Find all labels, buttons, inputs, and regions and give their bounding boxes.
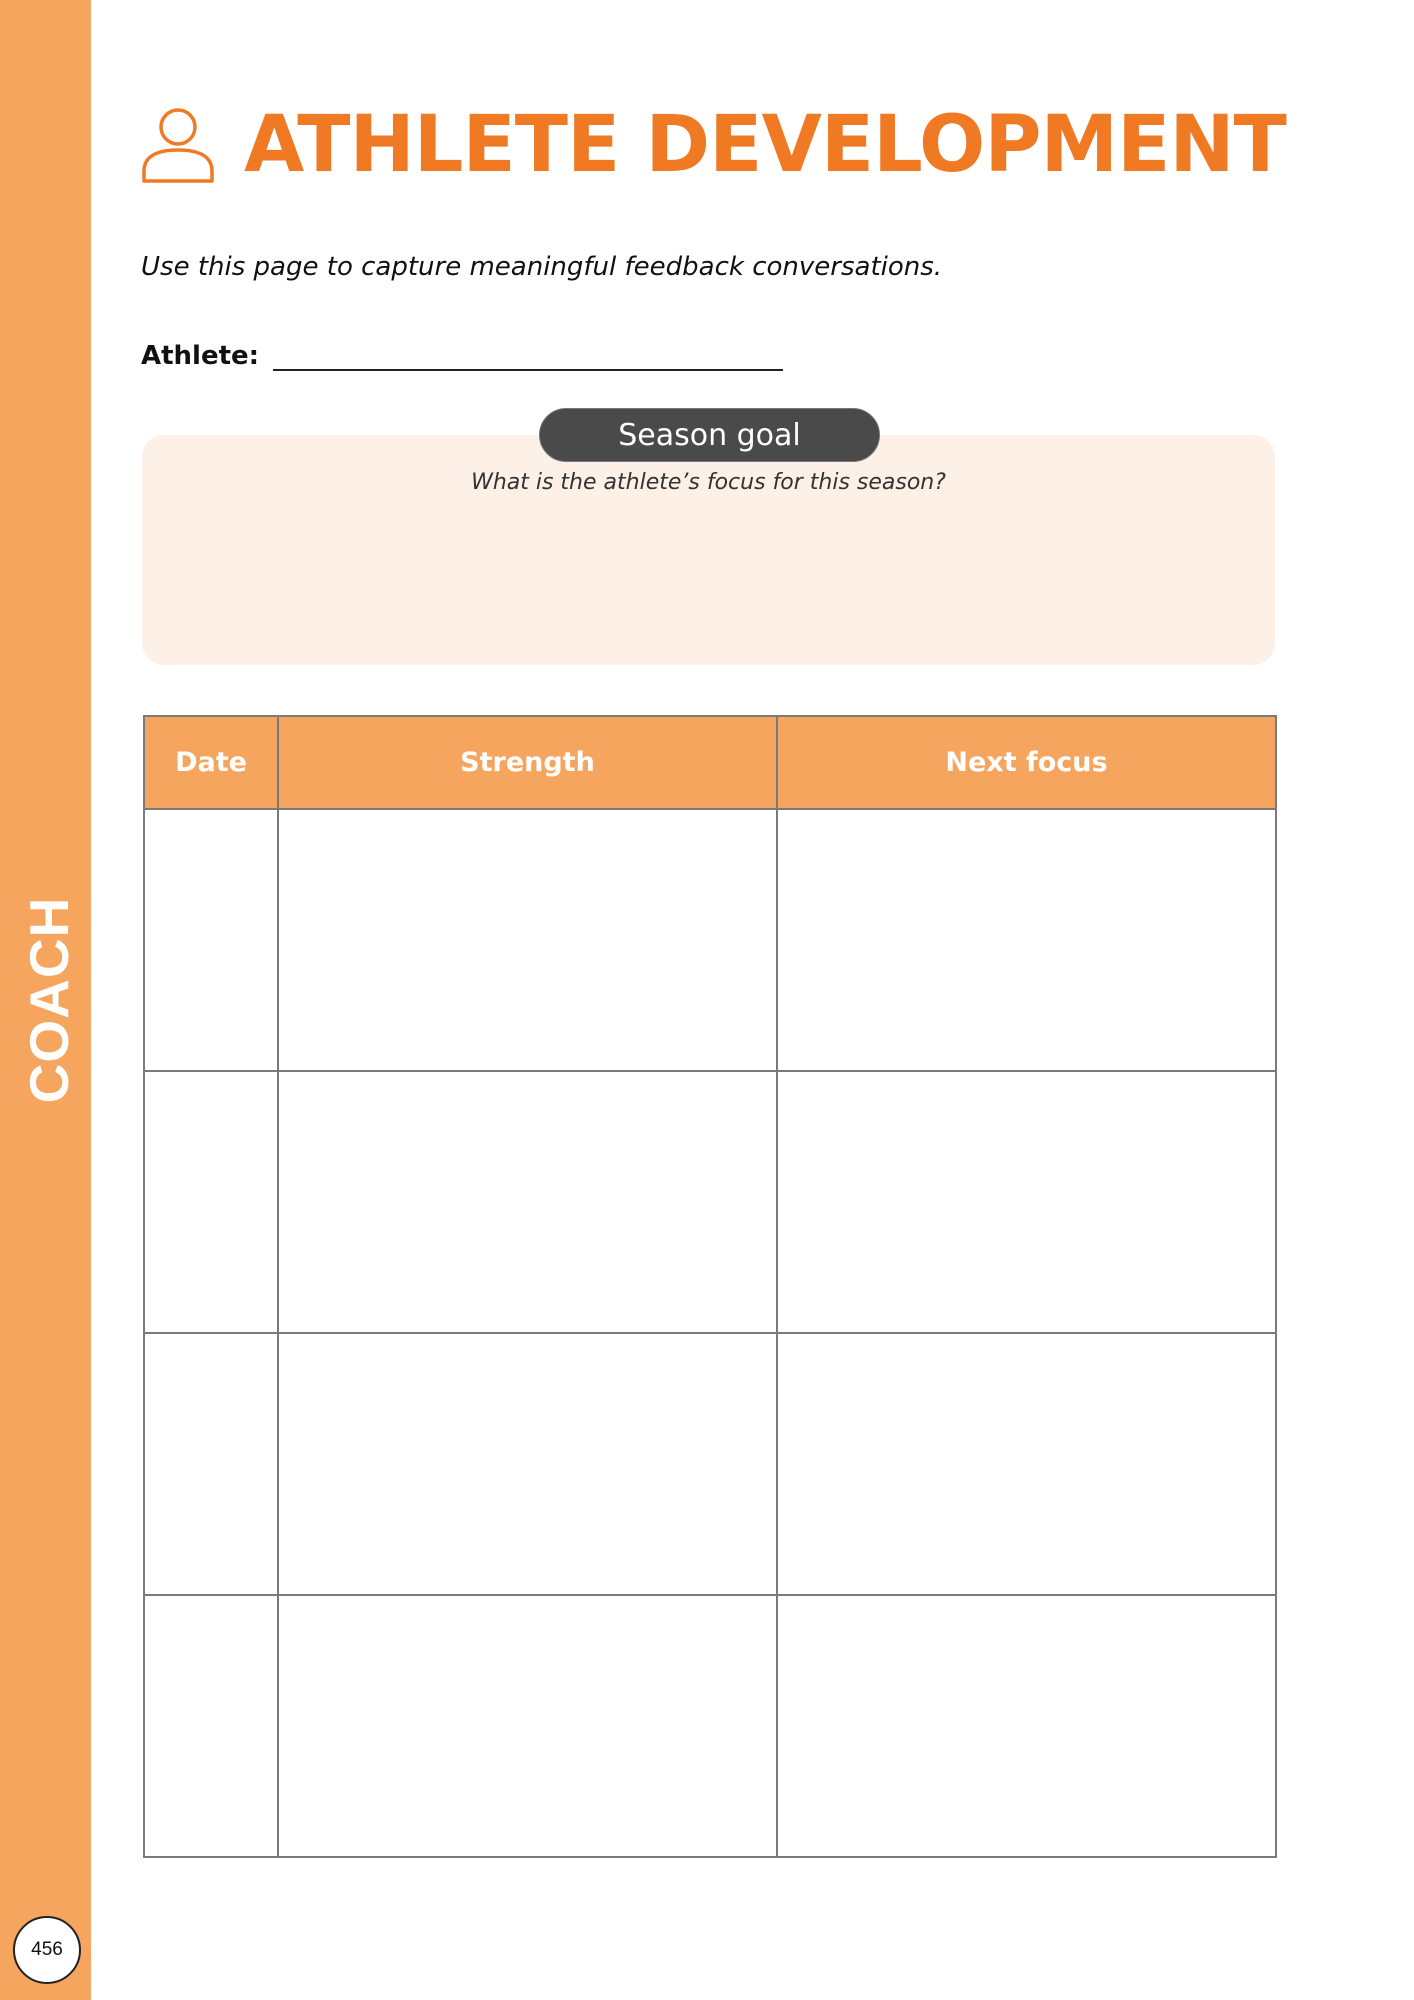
next-focus-cell[interactable] [777,1071,1276,1333]
person-icon [140,105,216,185]
next-focus-cell[interactable] [777,1333,1276,1595]
date-cell[interactable] [144,1071,278,1333]
intro-text: Use this page to capture meaningful feedback conversations. [141,252,943,282]
column-header-date: Date [144,716,278,809]
athlete-name-input[interactable] [273,339,783,371]
page-title: ATHLETE DEVELOPMENT [244,100,1286,190]
strength-cell[interactable] [278,809,777,1071]
table-header-row [144,716,1276,809]
date-cell[interactable] [144,809,278,1071]
athlete-label: Athlete: [141,341,260,371]
date-cell[interactable] [144,1595,278,1857]
table-row [144,1333,1276,1595]
table-row [144,809,1276,1071]
column-header-strength: Strength [278,716,777,809]
table-row [144,1595,1276,1857]
next-focus-cell[interactable] [777,809,1276,1071]
athlete-field [141,339,783,371]
strength-cell[interactable] [278,1595,777,1857]
page-number-badge: 456 [13,1916,81,1984]
column-header-next-focus: Next focus [777,716,1276,809]
page-header [140,100,1286,190]
table-row [144,1071,1276,1333]
section-label: COACH [18,896,80,1104]
strength-cell[interactable] [278,1071,777,1333]
season-goal-heading: Season goal [539,408,880,462]
feedback-table [143,715,1277,1858]
date-cell[interactable] [144,1333,278,1595]
season-goal-prompt: What is the athlete’s focus for this season? [471,470,946,495]
sidebar [0,0,91,2000]
strength-cell[interactable] [278,1333,777,1595]
next-focus-cell[interactable] [777,1595,1276,1857]
